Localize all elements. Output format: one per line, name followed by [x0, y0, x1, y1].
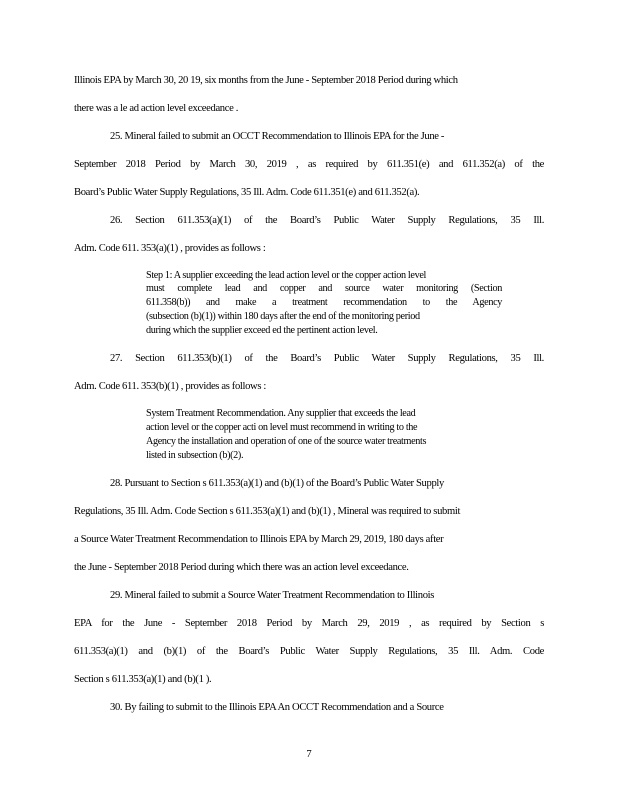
text-line: a Source Water Treatment Recommendation to Illinois EPA by March 29, 2019, 180 days after: [74, 534, 444, 545]
text-line: September 2018 Period by March 30, 2019 , as required by 611.351(e) and 611.352(a) of the: [74, 159, 544, 170]
text-line: 611.353(a)(1) and (b)(1) of the Board’s Public Water Supply Regulations, 35 Ill. Adm. Code: [74, 646, 544, 657]
block-quote-line: must complete lead and copper and source water monitoring (Section: [146, 283, 502, 294]
paragraph-29-line: 29. Mineral failed to submit a Source Water Treatment Recommendation to Illinois: [110, 590, 435, 601]
text-line: Illinois EPA by March 30, 20 19, six months from the June - September 2018 Period during which: [74, 75, 458, 86]
block-quote-line: System Treatment Recommendation. Any supplier that exceeds the lead: [146, 408, 416, 419]
paragraph-28-line: 28. Pursuant to Section s 611.353(a)(1) and (b)(1) of the Board’s Public Water Supply: [110, 478, 444, 489]
text-line: Adm. Code 611. 353(a)(1) , provides as follows :: [74, 243, 266, 254]
text-line: Regulations, 35 Ill. Adm. Code Section s 611.353(a)(1) and (b)(1) , Mineral was required to submit: [74, 506, 461, 517]
text-line: Adm. Code 611. 353(b)(1) , provides as follows :: [74, 381, 267, 392]
paragraph-25-line: 25. Mineral failed to submit an OCCT Recommendation to Illinois EPA for the June -: [110, 131, 445, 142]
text-line: Section s 611.353(a)(1) and (b)(1 ).: [74, 674, 212, 685]
paragraph-27-line: 27. Section 611.353(b)(1) of the Board’s Public Water Supply Regulations, 35 Ill.: [110, 353, 544, 364]
paragraph-26-line: 26. Section 611.353(a)(1) of the Board’s Public Water Supply Regulations, 35 Ill.: [110, 215, 544, 226]
text-line: there was a le ad action level exceedance .: [74, 103, 239, 114]
block-quote-line: listed in subsection (b)(2).: [146, 450, 244, 461]
text-line: the June - September 2018 Period during which there was an action level exceedance.: [74, 562, 409, 573]
text-line: Board’s Public Water Supply Regulations, 35 Ill. Adm. Code 611.351(e) and 611.352(a).: [74, 187, 420, 198]
block-quote-line: Step 1: A supplier exceeding the lead action level or the copper action level: [146, 270, 426, 281]
block-quote-line: during which the supplier exceed ed the pertinent action level.: [146, 325, 378, 336]
paragraph-30-line: 30. By failing to submit to the Illinois EPA An OCCT Recommendation and a Source: [110, 702, 444, 713]
block-quote-line: action level or the copper acti on level must recommend in writing to the: [146, 422, 418, 433]
block-quote-line: 611.358(b)) and make a treatment recommendation to the Agency: [146, 297, 502, 308]
page-number: 7: [306, 749, 312, 760]
text-line: EPA for the June - September 2018 Period by March 29, 2019 , as required by Section s: [74, 618, 544, 629]
block-quote-line: (subsection (b)(1)) within 180 days after the end of the monitoring period: [146, 311, 420, 322]
block-quote-line: Agency the installation and operation of one of the source water treatments: [146, 436, 427, 447]
